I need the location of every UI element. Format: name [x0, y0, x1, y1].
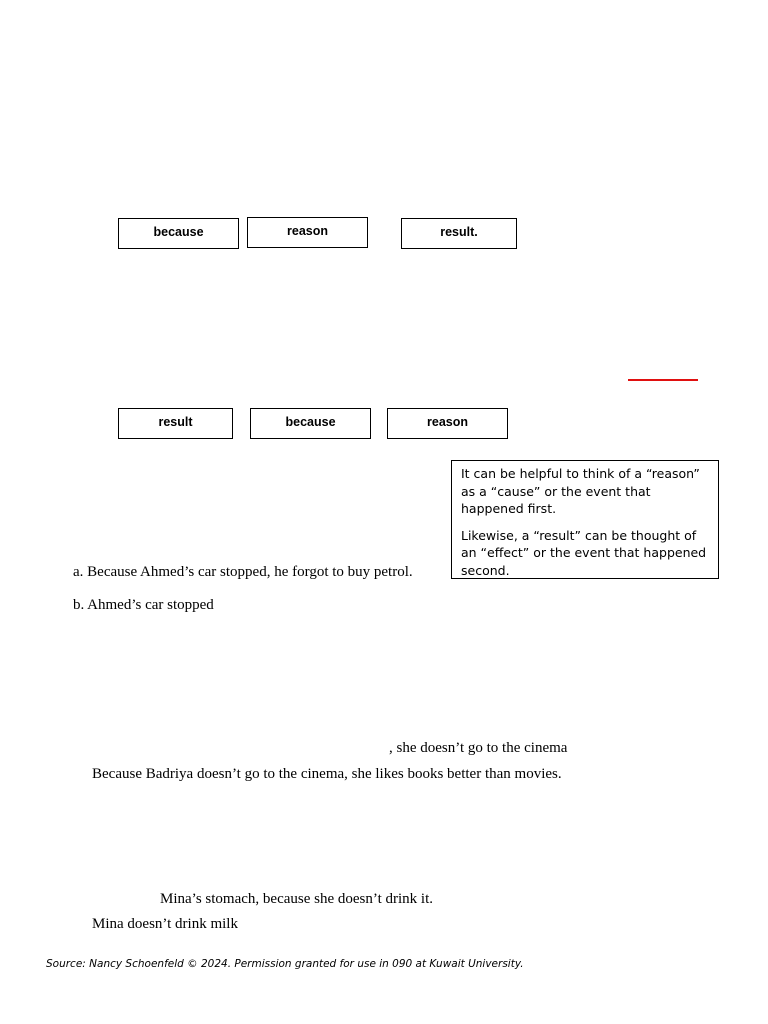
word-box-because: because [250, 408, 371, 439]
tip-note-paragraph-1: It can be helpful to think of a “reason” as a “cause” or the event that happened first. [461, 466, 700, 516]
word-box-reason: reason [387, 408, 508, 439]
red-underline [628, 379, 698, 381]
word-box-reason: reason [247, 217, 368, 248]
exercise-3-line-1: Mina’s stomach, because she doesn’t drink it. [160, 891, 434, 907]
tip-note-paragraph-2: Likewise, a “result” can be thought of an “effect” or the event that happened second. [461, 527, 707, 578]
exercise-1-option-a: a. Because Ahmed’s car stopped, he forgot to buy petrol. [73, 564, 413, 580]
exercise-2-line-2: Because Badriya doesn’t go to the cinema, she likes books better than movies. [92, 766, 562, 782]
word-box-because: because [118, 218, 239, 249]
source-footer: Source: Nancy Schoenfeld © 2024. Permission granted for use in 090 at Kuwait University. [46, 958, 524, 970]
exercise-3-line-2: Mina doesn’t drink milk [92, 916, 238, 932]
exercise-1-option-b: b. Ahmed’s car stopped [73, 597, 214, 613]
exercise-2-line-1: , she doesn’t go to the cinema [389, 740, 568, 756]
tip-note-box [451, 460, 719, 579]
word-box-result: result [118, 408, 233, 439]
word-box-result: result. [401, 218, 517, 249]
